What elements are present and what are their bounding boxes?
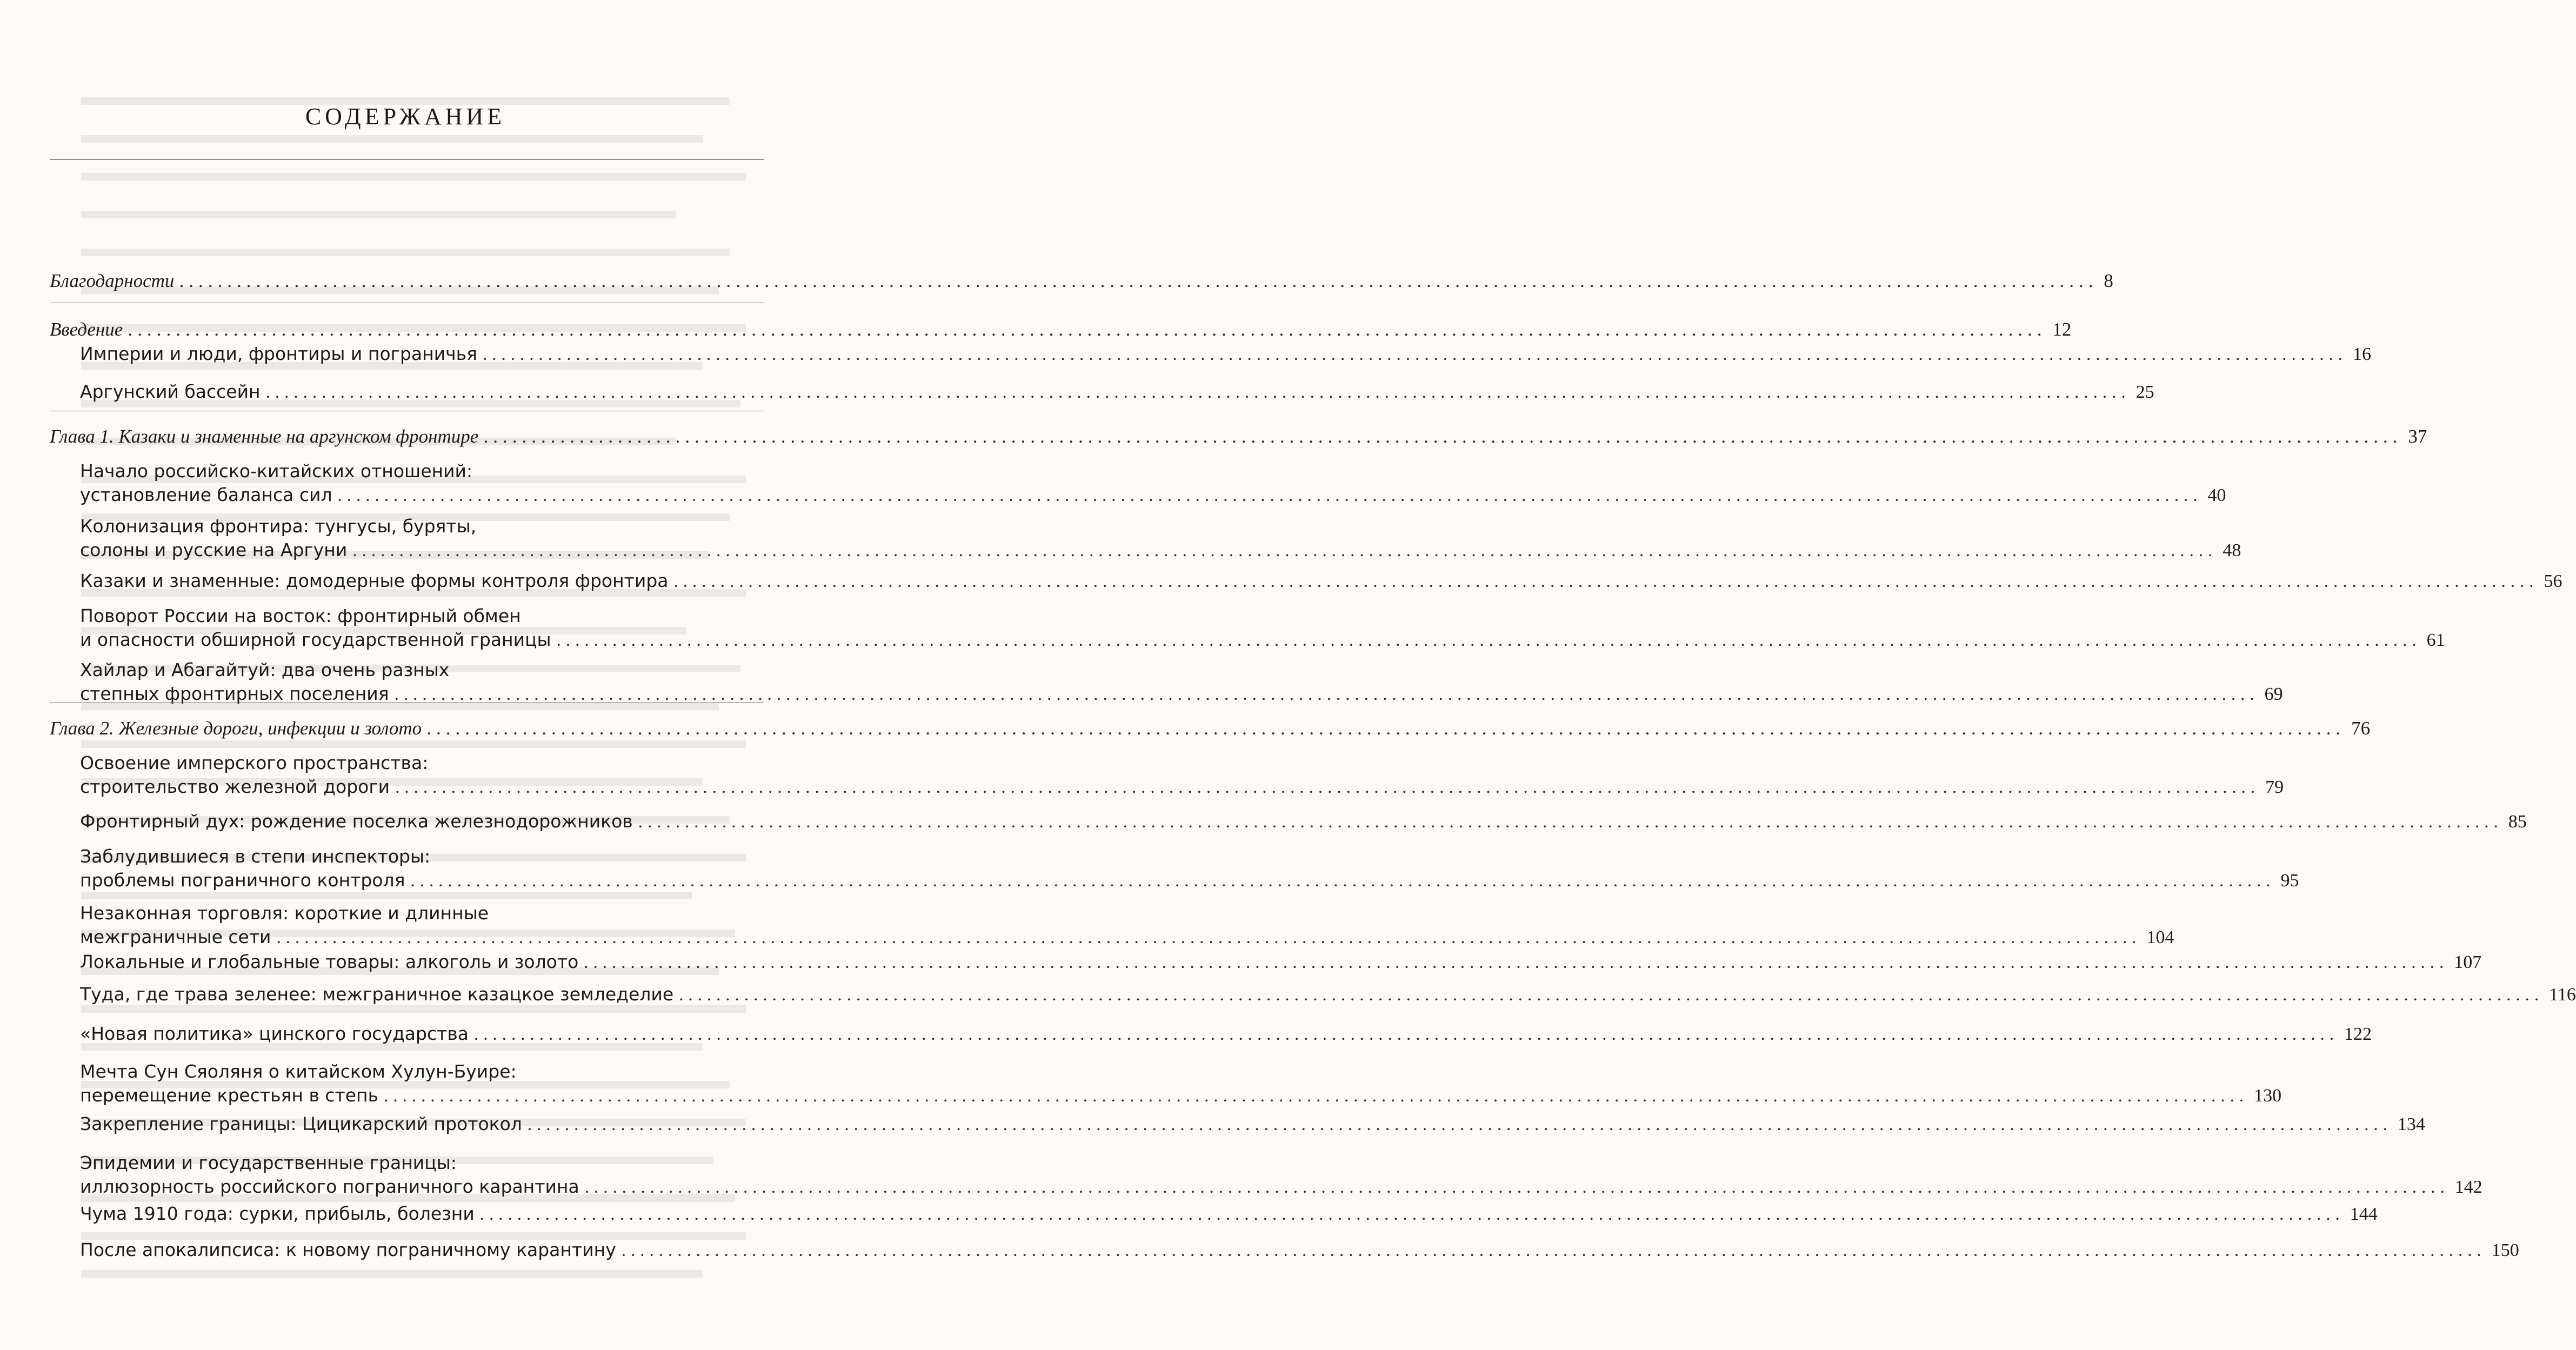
toc-entry-title: Казаки и знаменные: домодерные формы контроля фронтира <box>80 570 669 591</box>
page-number: 134 <box>2397 1114 2425 1134</box>
toc-entry-title: Туда, где трава зеленее: межграничное казацкое земледелие <box>80 984 674 1005</box>
page-number: 79 <box>2265 777 2284 797</box>
toc-entry-title-line: Мечта Сун Сяоляня о китайском Хулун-Буире: <box>80 1061 517 1082</box>
toc-entry-title: солоны и русские на Аргуни <box>80 539 348 560</box>
toc-entry-title: и опасности обширной государственной границы <box>80 629 551 650</box>
dot-leader: ........................................................................................................................................................................................................ <box>265 383 2131 402</box>
toc-entry-title: Империи и люди, фронтиры и пограничья <box>80 343 477 364</box>
page-number: 40 <box>2207 485 2226 505</box>
toc-entry-title: Введение <box>50 319 123 340</box>
dot-leader: ........................................................................................................................................................................................................ <box>276 928 2141 947</box>
page-number: 12 <box>2052 319 2072 340</box>
page-number: 8 <box>2104 270 2113 291</box>
toc-entry-title: Чума 1910 года: сурки, прибыль, болезни <box>80 1203 475 1224</box>
toc-entry-title: После апокалипсиса: к новому пограничному карантину <box>80 1239 616 1260</box>
toc-entry-title-line: Освоение имперского пространства: <box>80 752 429 773</box>
page-number: 116 <box>2549 985 2576 1005</box>
dot-leader: ........................................................................................................................................................................................................ <box>384 1086 2249 1106</box>
page-number: 150 <box>2491 1240 2519 1260</box>
toc-entry-title: установление баланса сил <box>80 484 332 505</box>
dot-leader: ........................................................................................................................................................................................................ <box>679 985 2544 1005</box>
dot-leader: ........................................................................................................................................................................................................ <box>584 953 2449 972</box>
dot-leader: ........................................................................................................................................................................................................ <box>556 631 2421 650</box>
dot-leader: ........................................................................................................................................................................................................ <box>673 572 2539 591</box>
dot-leader: ........................................................................................................................................................................................................ <box>427 718 2346 739</box>
dot-leader: ........................................................................................................................................................................................................ <box>527 1115 2392 1134</box>
page-number: 130 <box>2254 1086 2282 1106</box>
toc-entry-title-line: Начало российско-китайских отношений: <box>80 460 473 482</box>
toc-entry-title: строительство железной дороги <box>80 776 390 797</box>
page-number: 142 <box>2454 1177 2482 1197</box>
page-title: СОДЕРЖАНИЕ <box>305 103 506 130</box>
dot-leader: ........................................................................................................................................................................................................ <box>352 541 2218 560</box>
toc-entry-title: Фронтирный дух: рождение поселка железнодорожников <box>80 811 633 832</box>
dot-leader: ........................................................................................................................................................................................................ <box>482 345 2347 364</box>
page-number: 85 <box>2508 812 2527 832</box>
page-number: 48 <box>2223 540 2241 560</box>
page-number: 25 <box>2135 382 2154 402</box>
dot-leader: ........................................................................................................................................................................................................ <box>484 426 2403 447</box>
toc-entry-title: Глава 2. Железные дороги, инфекции и золото <box>50 718 422 739</box>
toc-entry-title: межграничные сети <box>80 926 271 947</box>
page-number: 69 <box>2264 684 2283 704</box>
toc-entry-title-line: Заблудившиеся в степи инспекторы: <box>80 846 431 867</box>
dot-leader: ........................................................................................................................................................................................................ <box>179 270 2099 291</box>
dot-leader: ........................................................................................................................................................................................................ <box>584 1178 2450 1197</box>
page-number: 56 <box>2544 571 2562 591</box>
dot-leader: ........................................................................................................................................................................................................ <box>410 871 2275 891</box>
toc-entry-title: Глава 1. Казаки и знаменные на аргунском фронтире <box>50 426 479 447</box>
page-number: 95 <box>2280 871 2299 891</box>
toc-entry-title-line: Колонизация фронтира: тунгусы, буряты, <box>80 516 477 537</box>
dot-leader: ........................................................................................................................................................................................................ <box>337 486 2203 505</box>
toc-entry-title: Благодарности <box>50 270 175 291</box>
toc-entry-title-line: Эпидемии и государственные границы: <box>80 1152 457 1173</box>
dot-leader: ........................................................................................................................................................................................................ <box>479 1205 2345 1224</box>
toc-entry-title: Аргунский бассейн <box>80 381 261 402</box>
toc-entry-title: перемещение крестьян в степь <box>80 1085 379 1106</box>
toc-entry-title-line: Незаконная торговля: короткие и длинные <box>80 903 489 924</box>
page-number: 16 <box>2352 344 2371 364</box>
dot-leader: ........................................................................................................................................................................................................ <box>474 1025 2339 1044</box>
divider <box>50 159 764 160</box>
toc-entry-title: Закрепление границы: Цицикарский протокол <box>80 1113 522 1134</box>
dot-leader: ........................................................................................................................................................................................................ <box>394 685 2259 704</box>
page-number: 76 <box>2351 718 2371 739</box>
page-number: 107 <box>2454 952 2482 972</box>
toc-entry-title: «Новая политика» цинского государства <box>80 1023 469 1044</box>
page-number: 104 <box>2146 927 2174 947</box>
toc-entry-title: проблемы пограничного контроля <box>80 870 405 891</box>
page-number: 144 <box>2350 1204 2378 1224</box>
toc-entry-title: степных фронтирных поселения <box>80 683 389 704</box>
dot-leader: ........................................................................................................................................................................................................ <box>128 319 2047 340</box>
dot-leader: ........................................................................................................................................................................................................ <box>638 812 2503 832</box>
page-number: 61 <box>2426 630 2445 650</box>
dot-leader: ........................................................................................................................................................................................................ <box>395 778 2260 797</box>
dot-leader: ........................................................................................................................................................................................................ <box>621 1241 2486 1260</box>
toc-entry-title: Локальные и глобальные товары: алкоголь и золото <box>80 951 579 972</box>
page-number: 122 <box>2344 1024 2372 1044</box>
toc-entry-title-line: Хайлар и Абагайтуй: два очень разных <box>80 659 450 680</box>
toc-entry-title: иллюзорность российского пограничного карантина <box>80 1176 579 1197</box>
toc-entry-title-line: Поворот России на восток: фронтирный обмен <box>80 605 521 626</box>
page-number: 37 <box>2408 426 2427 447</box>
